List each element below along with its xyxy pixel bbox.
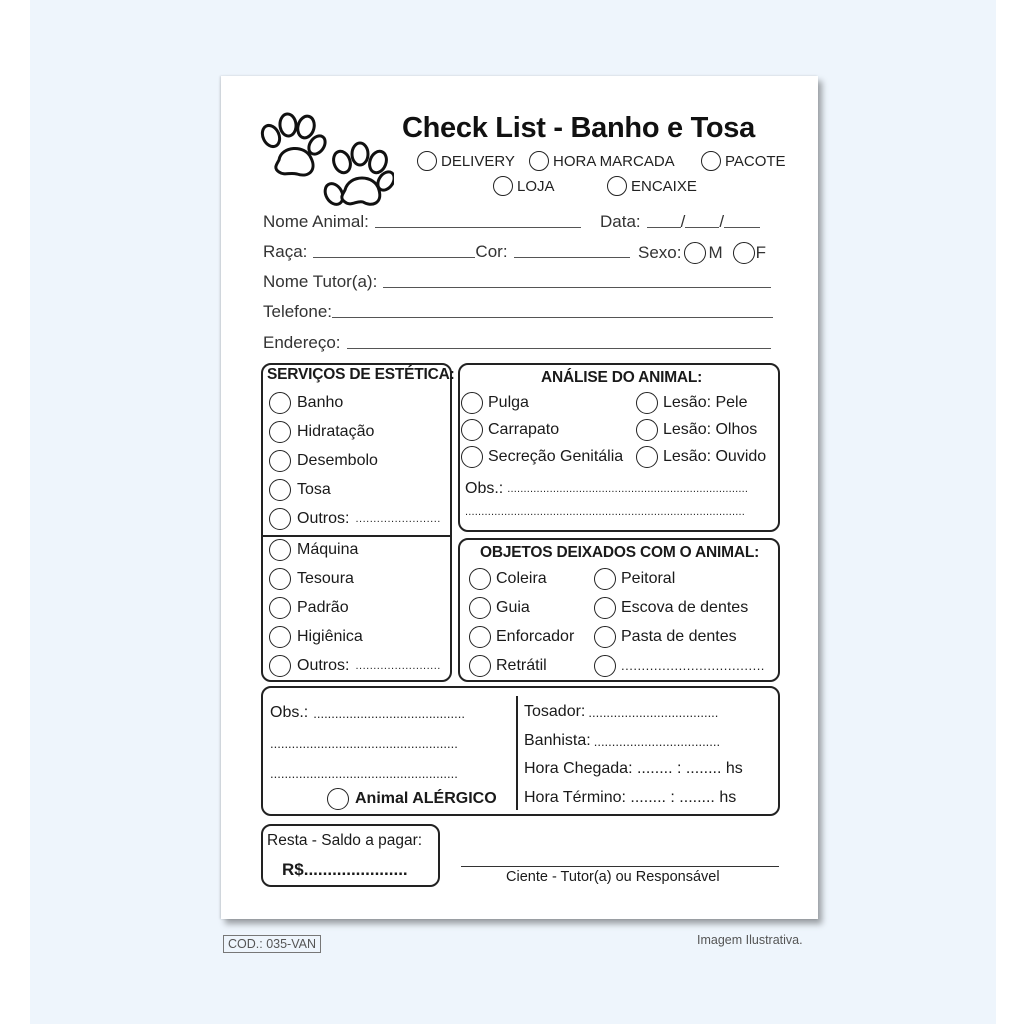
- obs-line-1[interactable]: ....................................................: [270, 736, 458, 751]
- radio-icon[interactable]: [269, 568, 291, 590]
- option-encaixe[interactable]: ENCAIXE: [607, 176, 697, 196]
- radio-icon[interactable]: [269, 392, 291, 414]
- radio-icon[interactable]: [529, 151, 549, 171]
- nome-animal-field[interactable]: Nome Animal:: [263, 212, 581, 232]
- data-field[interactable]: Data: / /: [600, 212, 760, 232]
- radio-icon[interactable]: [269, 597, 291, 619]
- radio-icon[interactable]: [269, 508, 291, 530]
- analise-obs[interactable]: Obs.: ..........................................................................: [465, 480, 749, 497]
- tosa-outros[interactable]: Outros: ........................: [269, 651, 441, 680]
- servico-banho[interactable]: Banho: [269, 388, 441, 417]
- hora-termino-field[interactable]: Hora Término: ........ : ........ hs: [524, 789, 737, 806]
- radio-icon[interactable]: [469, 626, 491, 648]
- illustrative-note: Imagem Ilustrativa.: [697, 933, 803, 947]
- radio-icon[interactable]: [461, 392, 483, 414]
- radio-icon[interactable]: [417, 151, 437, 171]
- divider: [516, 696, 518, 810]
- radio-icon[interactable]: [269, 626, 291, 648]
- servico-desembolo[interactable]: Desembolo: [269, 446, 441, 475]
- tosa-maquina[interactable]: Máquina: [269, 535, 441, 564]
- analise-lesao-ouvido[interactable]: Lesão: Ouvido: [636, 443, 766, 470]
- servico-hidratacao[interactable]: Hidratação: [269, 417, 441, 446]
- servico-tosa[interactable]: Tosa: [269, 475, 441, 504]
- alergico-option[interactable]: Animal ALÉRGICO: [327, 788, 497, 810]
- radio-icon[interactable]: [594, 626, 616, 648]
- option-delivery[interactable]: DELIVERY: [417, 151, 515, 171]
- radio-icon[interactable]: [607, 176, 627, 196]
- objetos-left-list: [469, 564, 574, 680]
- radio-icon[interactable]: [594, 568, 616, 590]
- objeto-outro[interactable]: ...................................: [594, 651, 765, 680]
- tosa-tesoura[interactable]: Tesoura: [269, 564, 441, 593]
- option-loja[interactable]: LOJA: [493, 176, 555, 196]
- radio-icon[interactable]: [469, 568, 491, 590]
- endereco-field[interactable]: Endereço:: [263, 333, 771, 353]
- radio-icon[interactable]: [469, 655, 491, 677]
- data-day-line[interactable]: [647, 226, 681, 228]
- radio-icon[interactable]: [636, 392, 658, 414]
- radio-icon[interactable]: [733, 242, 755, 264]
- paw-prints-icon: [259, 112, 394, 208]
- obs-field[interactable]: Obs.: ..........................................: [270, 704, 465, 721]
- servicos-list: [269, 388, 441, 533]
- objeto-pasta[interactable]: Pasta de dentes: [594, 622, 765, 651]
- radio-icon[interactable]: [684, 242, 706, 264]
- signature-label: Ciente - Tutor(a) ou Responsável: [506, 869, 720, 885]
- telefone-field[interactable]: Telefone:: [263, 302, 773, 322]
- raca-line[interactable]: [313, 256, 475, 258]
- radio-icon[interactable]: [493, 176, 513, 196]
- radio-icon[interactable]: [636, 419, 658, 441]
- radio-icon[interactable]: [594, 597, 616, 619]
- radio-icon[interactable]: [269, 450, 291, 472]
- saldo-label: Resta - Saldo a pagar:: [267, 832, 423, 849]
- radio-icon[interactable]: [327, 788, 349, 810]
- radio-icon[interactable]: [701, 151, 721, 171]
- data-year-line[interactable]: [724, 226, 760, 228]
- nome-animal-line[interactable]: [375, 226, 581, 228]
- objeto-peitoral[interactable]: Peitoral: [594, 564, 765, 593]
- radio-icon[interactable]: [461, 419, 483, 441]
- radio-icon[interactable]: [269, 421, 291, 443]
- analise-lesao-pele[interactable]: Lesão: Pele: [636, 389, 766, 416]
- analise-left-list: [461, 389, 623, 470]
- radio-icon[interactable]: [461, 446, 483, 468]
- cor-line[interactable]: [514, 256, 630, 258]
- radio-icon[interactable]: [269, 479, 291, 501]
- signature-line[interactable]: [461, 866, 779, 867]
- option-hora-marcada[interactable]: HORA MARCADA: [529, 151, 675, 171]
- option-pacote[interactable]: PACOTE: [701, 151, 786, 171]
- banhista-field[interactable]: Banhista: ...................................: [524, 732, 721, 749]
- objeto-guia[interactable]: Guia: [469, 593, 574, 622]
- radio-icon[interactable]: [636, 446, 658, 468]
- data-month-line[interactable]: [685, 226, 719, 228]
- analise-pulga[interactable]: Pulga: [461, 389, 623, 416]
- form-title: Check List - Banho e Tosa: [402, 112, 755, 144]
- saldo-value[interactable]: R$......................: [282, 860, 408, 879]
- checklist-form-sheet: [221, 76, 818, 919]
- objeto-coleira[interactable]: Coleira: [469, 564, 574, 593]
- objetos-title: OBJETOS DEIXADOS COM O ANIMAL:: [480, 544, 760, 561]
- endereco-line[interactable]: [347, 347, 771, 349]
- hora-chegada-field[interactable]: Hora Chegada: ........ : ........ hs: [524, 760, 743, 777]
- objeto-escova[interactable]: Escova de dentes: [594, 593, 765, 622]
- analise-secrecao[interactable]: Secreção Genitália: [461, 443, 623, 470]
- servico-outros[interactable]: Outros: ........................: [269, 504, 441, 533]
- tosa-padrao[interactable]: Padrão: [269, 593, 441, 622]
- product-code: COD.: 035-VAN: [223, 935, 321, 953]
- radio-icon[interactable]: [269, 539, 291, 561]
- raca-field[interactable]: Raça: Cor:: [263, 242, 630, 262]
- tosador-field[interactable]: Tosador: ....................................: [524, 703, 719, 720]
- tosa-list: [269, 535, 441, 680]
- objeto-enforcador[interactable]: Enforcador: [469, 622, 574, 651]
- sexo-field[interactable]: Sexo: M F: [638, 243, 767, 262]
- obs-line-2[interactable]: ....................................................: [270, 766, 458, 781]
- radio-icon[interactable]: [469, 597, 491, 619]
- analise-title: ANÁLISE DO ANIMAL:: [541, 369, 703, 386]
- radio-icon[interactable]: [594, 655, 616, 677]
- analise-lesao-olhos[interactable]: Lesão: Olhos: [636, 416, 766, 443]
- nome-tutor-line[interactable]: [383, 286, 771, 288]
- analise-right-list: [636, 389, 766, 470]
- radio-icon[interactable]: [269, 655, 291, 677]
- objeto-retratil[interactable]: Retrátil: [469, 651, 574, 680]
- objetos-right-list: [594, 564, 765, 680]
- tosa-higienica[interactable]: Higiênica: [269, 622, 441, 651]
- telefone-line[interactable]: [332, 316, 773, 318]
- nome-tutor-field[interactable]: Nome Tutor(a):: [263, 272, 771, 292]
- analise-carrapato[interactable]: Carrapato: [461, 416, 623, 443]
- analise-obs-line[interactable]: ......................................................................................: [465, 506, 746, 518]
- servicos-title: SERVIÇOS DE ESTÉTICA:: [267, 366, 455, 383]
